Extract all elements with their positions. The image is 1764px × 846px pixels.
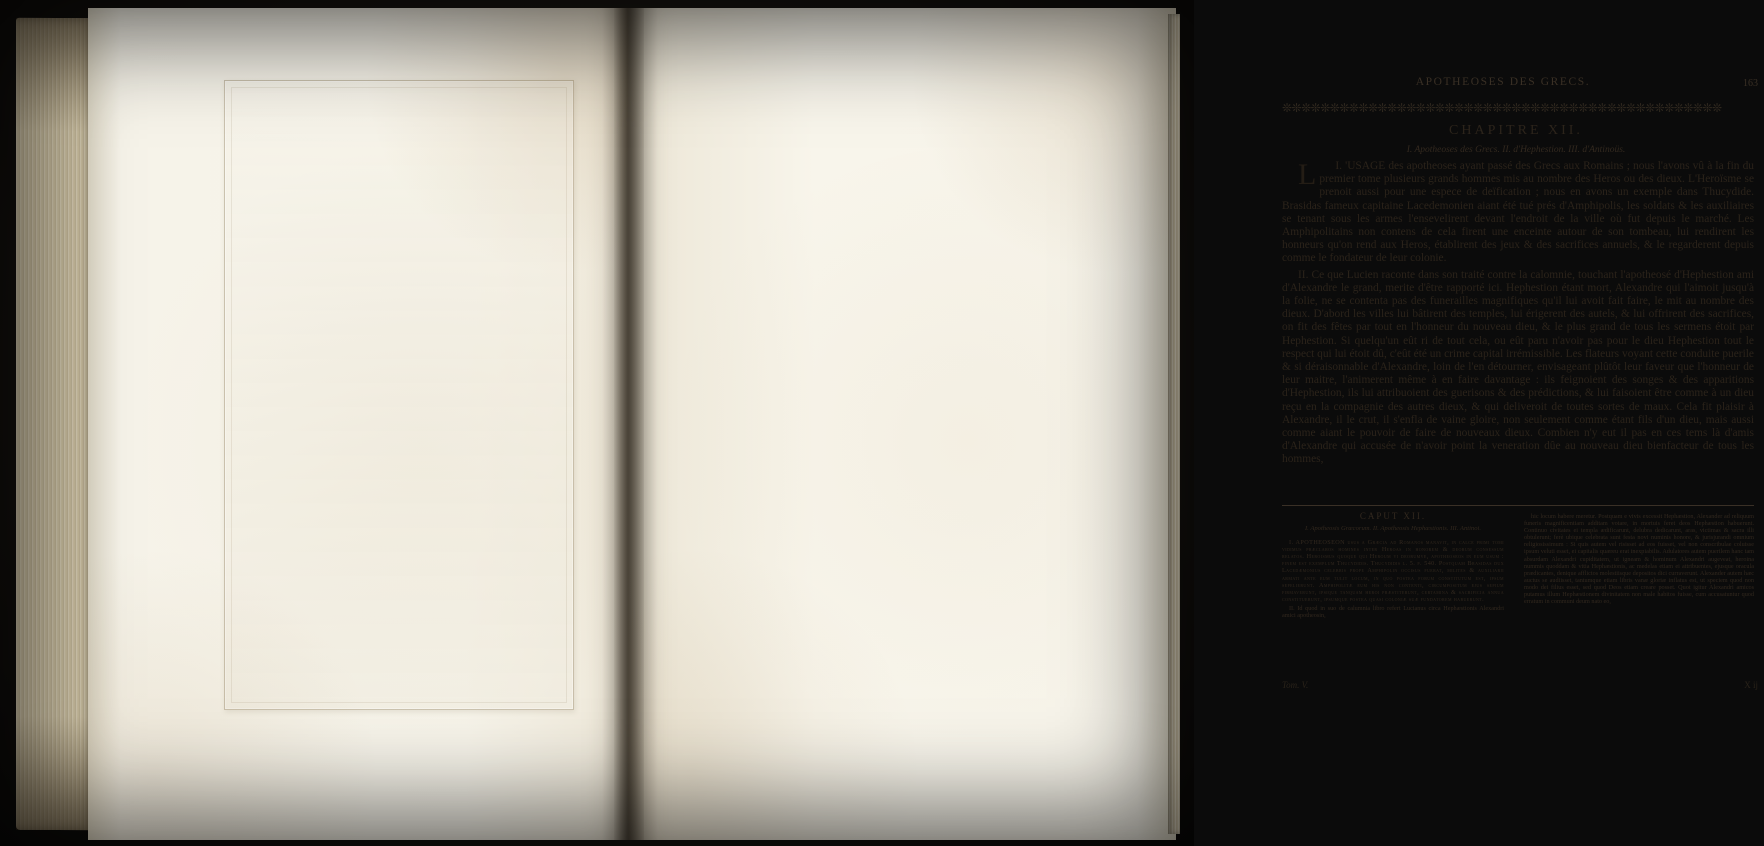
section-number-1: I. — [1335, 160, 1342, 172]
paragraph-2 — [1282, 269, 1754, 467]
latin-notes-left-column — [1282, 513, 1504, 619]
note-paragraph-1: I. APOTHEOSEON usus a Græcia ad Romanos manavit, in calce primi tomi vidimus præclaros homines inter Heroas in honorem & deorum consessum relatos. Heroismus quoque qui Heroum vi deorumve, apotheoseos in eum usum : finem est exemplum Thucydidis. Thucydidis l. 5. p. 540. Postquam Brasidas dux Lacedæmonius celebris prope Amphipolin occisus fuerat, milites & auxiliarii armati ante eum tulit locum, in quo postea forum constitutum est, ipsum sepelierunt. Amphipolitæ eum his non contenti, circumpositum ejus sepium firmaverunt, ipsique tanquam heroi præstiterunt, certamina & sacrificia annua constituerunt, ipsumque postea quasi coloniæ suæ fundatorem habuerunt. — [1282, 539, 1504, 603]
ornamental-rule: ❊❊❊❊❊❊❊❊❊❊❊❊❊❊❊❊❊❊❊❊❊❊❊❊❊❊❊❊❊❊❊❊❊❊❊❊❊❊❊❊❊❊❊❊❊❊ — [1282, 101, 1722, 115]
book-gutter — [614, 8, 644, 840]
notes-divider-rule — [1282, 505, 1754, 506]
notes-heading: CAPUT XII. — [1359, 511, 1427, 521]
open-book — [16, 8, 1758, 840]
right-page-text-block — [1276, 8, 1764, 840]
note-paragraph-3: hic locum habere meretur. Postquam e vivis excessit Hephæstion, Alexander ad reliquum funeris magnificentiam additam votare, in mortuis feret deos Hephæstion habuerunt. Continuo civitates ei templa ædificarunt, delubra dedicarunt, aras, victimas & sacra illi obtulerunt; ferè ubique celebrata sunt festa novi numinis honore, & jurisjurandi omnium religiosissimum : Si quis autem vel risisset ad eos fuisset, vel non conscribulae coluisse ipsum veluti esset, ei capitalis quæreu erat inexpiabilis. Adulatores autem puerilem hanc tam absurdam Alexandri cupiditatem, ut igneam & hominum Alexandri augeveat, heroina nummis quoddam & vitia Hephæstionis, ac medelas etiam ei attribuentes, ejusque oracula prædicantes, denique afflictos molestiisque depositos dici curraverunt. Alexander autem hæc auctus se audiisset, tantumque etiam libris vanæ gloriæ inflatus est, ut speciem quod non modo dei filius esset, sed quod Deos etiam creare posset. Quot igitur Alexandri amicos putamus illum Hephæstionem divinitatem non male habitos fuisse, cum accusatuntur quod erratum in communi deum nato eo, — [1524, 513, 1754, 606]
running-head: APOTHEOSES DES GRECS. — [1415, 76, 1591, 88]
sheet-signature: X ij — [1744, 680, 1758, 690]
page-folio-number: 163 — [1743, 78, 1758, 89]
paragraph-1-text: 'USAGE des apotheoses ayant passé des Grecs aux Romains ; nous l'avons vû à la fin du premier tome plusieurs grands hommes mis au nombre des Heros ou des dieux. L'Heroïsme se prenoit aussi pour une espece de deïfication ; nous en avons un exemple dans Thucydide. Brasidas fameux capitaine Lacedemonien aiant été tué prés d'Amphipolis, les soldats & les auxiliaires se tenant sous les armes l'ensevelirent devant l'endroit de la ville où fut depuis le marché. Les Amphipolitains non contens de cela firent une enceinte autour de son tombeau, lui rendirent les honneurs qu'on rend aux Heros, établirent des jeux & des sacrifices annuels, & le regarderent depuis comme le fondateur de leur colonie. — [1282, 160, 1754, 265]
paper-foxing-right — [628, 8, 1176, 840]
plate-impression-mark — [224, 80, 574, 710]
left-page — [88, 8, 628, 840]
section-number-2: II. — [1298, 268, 1309, 281]
right-page — [628, 8, 1758, 840]
chapter-subtitle: I. Apotheoses des Grecs. II. d'Hephestion. III. d'Antinoüs. — [1406, 145, 1626, 155]
paragraph-1 — [1282, 160, 1754, 266]
page-block-fore-edge-left — [16, 18, 94, 830]
chapter-title: CHAPITRE XII. — [1449, 123, 1583, 138]
page-block-fore-edge-right — [1168, 14, 1180, 834]
drop-capital: L — [1298, 158, 1317, 191]
main-text-column — [1282, 160, 1754, 467]
paragraph-2-text: Ce que Lucien raconte dans son traité contre la calomnie, touchant l'apotheosé d'Hephestion ami d'Alexandre le grand, merite d'être rapporté ici. Hephestion étant mort, Alexandre qui l'aimoit jusqu'à la folie, ne se contenta pas des funerailles magnifiques qu'il lui avoit fait faire, le mit au nombre des dieux. D'abord les villes lui bâtirent des temples, lui érigerent des autels, & lui offrirent des sacrifices, on fit des fêtes par tout en l'honneur du nouveau dieu, & le plus grand de tous les sermens étoit par Hephestion. Si quelqu'un eût ri de tout cela, ou eût paru n'avoir pas pour le dieu Hephestion tout le respect qui lui étoit dû, c'eût été un crime capital irrémissible. Les flateurs voyant cette conduite puerile & si déraisonnable d'Alexandre, loin de l'en détourner, envisageant plûtôt leur faveur que l'honneur de leur maitre, l'animerent même à en faire davantage : ils feignoient des songes & des apparitions d'Hephestion, ils lui attribuoient des guerisons & des prédictions, & lui faisoient être comme à un dieu reçu en la compagnie des autres dieux, & qui deliveroit de toutes sortes de maux. Cela fit plaisir à Alexandre, il le crut, il s'enfla de vaine gloire, non seulement comme étant fils d'un dieu, mais aussi comme aiant le pouvoir de faire de nouveaux dieux. Combien n'y eut il pas en ces tems là d'amis d'Alexandre qui accusée de n'avoir point la veneration dûe au nouveau dieu bienfacteur de tous les hommes, — [1282, 268, 1754, 466]
note-paragraph-2: II. Id quod in suo de calumnia libro refert Lucianus circa Hephæstionis Alexandri amici apotheosin, — [1282, 604, 1504, 620]
notes-subheading: I. Apotheosis Græcorum. II. Apotheosis Hephæstionis. III. Antinoi. — [1304, 525, 1481, 533]
latin-notes-right-column — [1524, 513, 1754, 605]
volume-signature: Tom. V. — [1282, 680, 1309, 690]
